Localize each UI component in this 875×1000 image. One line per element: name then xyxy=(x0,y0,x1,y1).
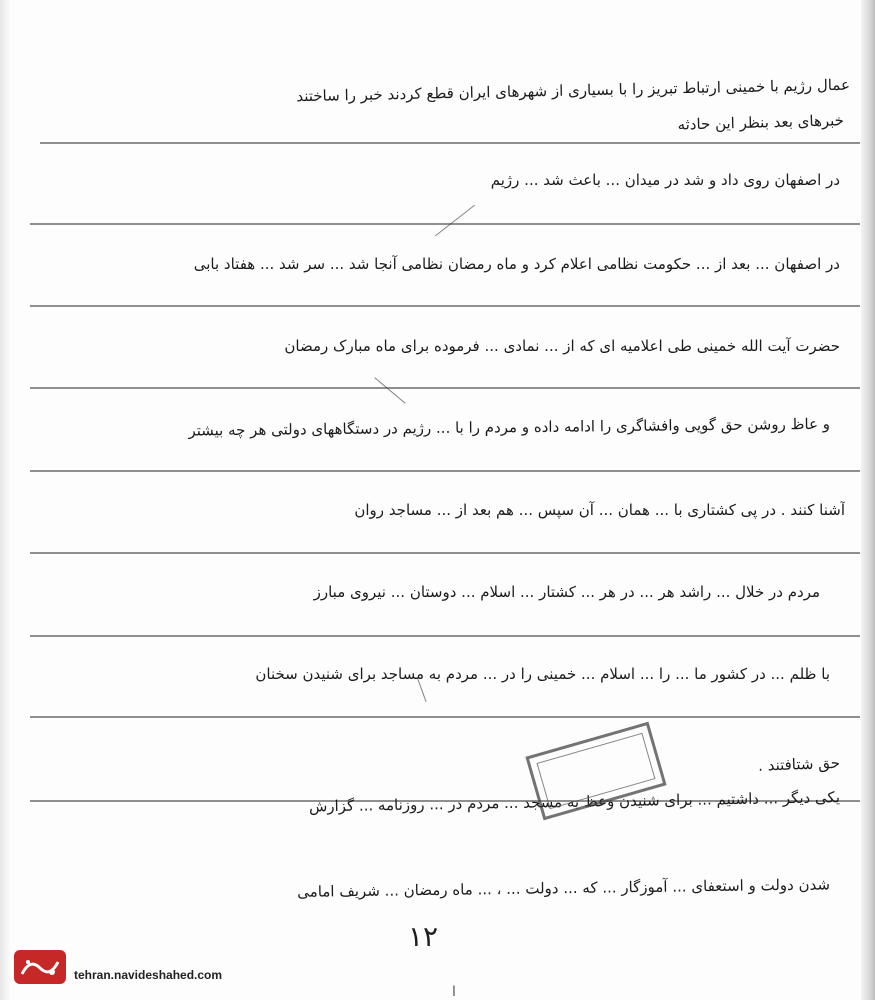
handwritten-line-8: مردم در خلال ... راشد هر ... در هر ... کشتار ... اسلام ... دوستان ... نیروی مبارز xyxy=(313,583,820,601)
ruled-line xyxy=(30,305,860,307)
ruled-line xyxy=(30,552,860,554)
bottom-mark: ا xyxy=(452,984,456,1000)
page-number: ۱۲ xyxy=(407,920,439,953)
ruled-line xyxy=(30,223,860,225)
scan-edge-right xyxy=(861,0,875,1000)
ruled-line xyxy=(30,387,860,389)
handwritten-line-11: یکی دیگر ... داشتیم ... برای شنیدن وعظ به مسجد ... مردم در ... روزنامه ... گزارش xyxy=(308,788,841,816)
ruled-line xyxy=(30,470,860,472)
pen-stroke xyxy=(374,377,405,403)
ruled-line xyxy=(30,716,860,718)
handwritten-line-10: حق شتافتند . xyxy=(757,753,841,775)
ruled-line xyxy=(40,142,860,144)
handwritten-line-3: در اصفهان روی داد و شد در میدان ... باعث شد ... رژیم xyxy=(490,171,840,189)
handwritten-line-5: حضرت آیت الله خمینی طی اعلامیه ای که از ... نمادی ... فرموده برای ماه مبارک رمضان xyxy=(284,337,840,355)
handwritten-line-2: خبرهای بعد بنظر این حادثه xyxy=(677,111,845,134)
handwritten-line-6: و عاظ روشن حق گویی وافشاگری را ادامه داده و مردم را با ... رژیم در دستگاههای دولتی هر چه بیشتر xyxy=(188,414,831,440)
ruled-line xyxy=(30,635,860,637)
pen-stroke xyxy=(435,205,475,237)
site-watermark xyxy=(8,944,248,990)
handwritten-line-12: شدن دولت و استعفای ... آموزگار ... که ... دولت ... ، ... ماه رمضان ... شریف امامی xyxy=(297,875,831,901)
handwritten-line-1: عمال رژیم با خمینی ارتباط تبریز را با بسیاری از شهرهای ایران قطع کردند خبر را ساختند xyxy=(296,75,851,106)
navideshahed-logo xyxy=(12,944,68,990)
handwritten-line-4: در اصفهان ... بعد از ... حکومت نظامی اعلام کرد و ماه رمضان نظامی آنجا شد ... سر شد ... هفتاد بابی xyxy=(193,255,840,273)
handwritten-line-9: با ظلم ... در کشور ما ... را ... اسلام ... خمینی را در ... مردم به مساجد برای شنیدن سخنان xyxy=(255,665,830,683)
watermark-url: tehran.navideshahed.com xyxy=(74,968,223,982)
handwritten-line-7: آشنا کنند . در پی کشتاری با ... همان ... آن سپس ... هم بعد از ... مساجد روان xyxy=(354,501,845,519)
scan-edge-left xyxy=(0,0,10,1000)
